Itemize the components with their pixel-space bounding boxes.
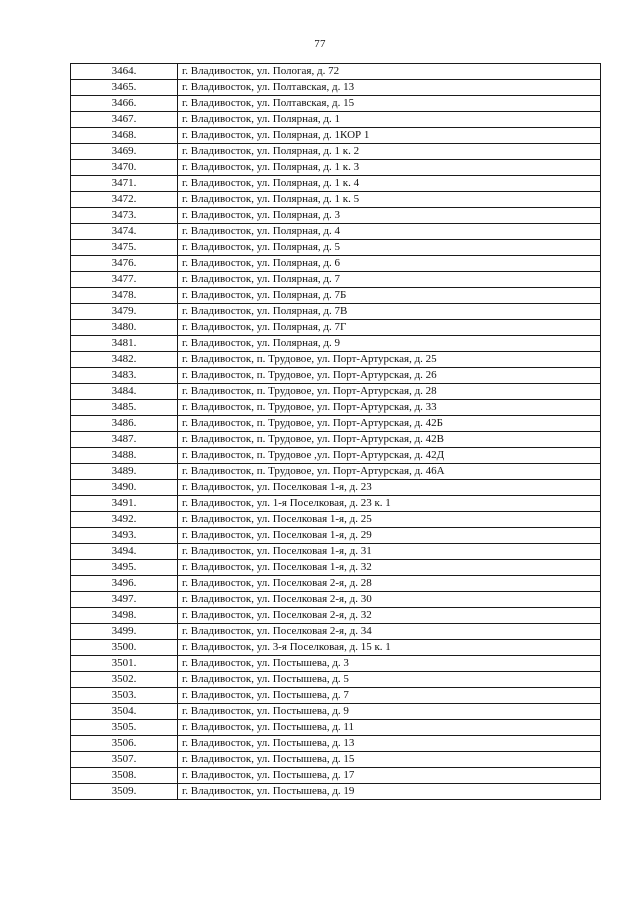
row-number: 3480. [71, 320, 178, 336]
table-row [71, 96, 601, 112]
row-address: г. Владивосток, ул. 3-я Поселковая, д. 15 к. 1 [178, 640, 601, 656]
row-number: 3494. [71, 544, 178, 560]
row-address: г. Владивосток, ул. Постышева, д. 7 [178, 688, 601, 704]
row-number: 3498. [71, 608, 178, 624]
row-number: 3467. [71, 112, 178, 128]
row-address: г. Владивосток, ул. Постышева, д. 11 [178, 720, 601, 736]
row-address: г. Владивосток, ул. Постышева, д. 13 [178, 736, 601, 752]
row-number: 3491. [71, 496, 178, 512]
table-row [71, 80, 601, 96]
table-row [71, 256, 601, 272]
table-row [71, 320, 601, 336]
row-number: 3485. [71, 400, 178, 416]
table-row [71, 496, 601, 512]
table-row [71, 528, 601, 544]
table-row [71, 480, 601, 496]
table-row [71, 176, 601, 192]
row-address: г. Владивосток, ул. Полтавская, д. 15 [178, 96, 601, 112]
table-row [71, 208, 601, 224]
table-row [71, 736, 601, 752]
row-number: 3493. [71, 528, 178, 544]
table-row [71, 464, 601, 480]
row-number: 3475. [71, 240, 178, 256]
row-number: 3474. [71, 224, 178, 240]
row-address: г. Владивосток, ул. Пологая, д. 72 [178, 64, 601, 80]
row-address: г. Владивосток, ул. Полярная, д. 1 к. 2 [178, 144, 601, 160]
table-row [71, 416, 601, 432]
row-number: 3471. [71, 176, 178, 192]
row-number: 3473. [71, 208, 178, 224]
table-row [71, 656, 601, 672]
table-row [71, 432, 601, 448]
row-number: 3468. [71, 128, 178, 144]
table-row [71, 400, 601, 416]
table-row [71, 784, 601, 800]
row-number: 3482. [71, 352, 178, 368]
row-address: г. Владивосток, ул. Постышева, д. 9 [178, 704, 601, 720]
row-number: 3508. [71, 768, 178, 784]
row-address: г. Владивосток, ул. Полярная, д. 5 [178, 240, 601, 256]
row-number: 3484. [71, 384, 178, 400]
row-number: 3506. [71, 736, 178, 752]
row-address: г. Владивосток, ул. Поселковая 1-я, д. 31 [178, 544, 601, 560]
row-number: 3505. [71, 720, 178, 736]
row-address: г. Владивосток, ул. Полярная, д. 3 [178, 208, 601, 224]
table-row [71, 352, 601, 368]
table-row [71, 512, 601, 528]
row-number: 3483. [71, 368, 178, 384]
row-number: 3477. [71, 272, 178, 288]
table-row [71, 544, 601, 560]
row-address: г. Владивосток, п. Трудовое, ул. Порт-Артурская, д. 26 [178, 368, 601, 384]
row-address: г. Владивосток, п. Трудовое, ул. Порт-Артурская, д. 28 [178, 384, 601, 400]
row-address: г. Владивосток, ул. Поселковая 2-я, д. 34 [178, 624, 601, 640]
table-row [71, 640, 601, 656]
row-address: г. Владивосток, ул. Поселковая 1-я, д. 23 [178, 480, 601, 496]
row-address: г. Владивосток, ул. Полярная, д. 1 [178, 112, 601, 128]
row-number: 3478. [71, 288, 178, 304]
row-number: 3486. [71, 416, 178, 432]
row-address: г. Владивосток, ул. Полтавская, д. 13 [178, 80, 601, 96]
row-address: г. Владивосток, ул. Полярная, д. 7 [178, 272, 601, 288]
row-number: 3509. [71, 784, 178, 800]
table-row [71, 704, 601, 720]
row-number: 3464. [71, 64, 178, 80]
table-row [71, 768, 601, 784]
table-row [71, 608, 601, 624]
row-number: 3503. [71, 688, 178, 704]
table-row [71, 720, 601, 736]
row-number: 3497. [71, 592, 178, 608]
row-address: г. Владивосток, ул. Полярная, д. 1КОР 1 [178, 128, 601, 144]
table-row [71, 288, 601, 304]
row-number: 3470. [71, 160, 178, 176]
row-address: г. Владивосток, ул. Полярная, д. 7В [178, 304, 601, 320]
row-number: 3479. [71, 304, 178, 320]
table-row [71, 112, 601, 128]
row-address: г. Владивосток, п. Трудовое, ул. Порт-Артурская, д. 42В [178, 432, 601, 448]
row-address: г. Владивосток, ул. Поселковая 2-я, д. 32 [178, 608, 601, 624]
row-address: г. Владивосток, ул. Поселковая 1-я, д. 32 [178, 560, 601, 576]
row-number: 3492. [71, 512, 178, 528]
address-table [70, 63, 601, 800]
row-number: 3465. [71, 80, 178, 96]
row-address: г. Владивосток, ул. 1-я Поселковая, д. 23 к. 1 [178, 496, 601, 512]
row-address: г. Владивосток, ул. Полярная, д. 6 [178, 256, 601, 272]
table-row [71, 672, 601, 688]
row-address: г. Владивосток, ул. Полярная, д. 1 к. 5 [178, 192, 601, 208]
table-row [71, 592, 601, 608]
row-number: 3469. [71, 144, 178, 160]
row-address: г. Владивосток, ул. Постышева, д. 19 [178, 784, 601, 800]
row-address: г. Владивосток, ул. Поселковая 1-я, д. 29 [178, 528, 601, 544]
row-number: 3476. [71, 256, 178, 272]
table-row [71, 144, 601, 160]
row-number: 3507. [71, 752, 178, 768]
table-row [71, 224, 601, 240]
table-row [71, 304, 601, 320]
table-row [71, 560, 601, 576]
address-table-body [71, 64, 601, 800]
row-number: 3501. [71, 656, 178, 672]
row-number: 3495. [71, 560, 178, 576]
row-number: 3504. [71, 704, 178, 720]
table-row [71, 64, 601, 80]
table-row [71, 336, 601, 352]
row-number: 3490. [71, 480, 178, 496]
row-address: г. Владивосток, ул. Поселковая 2-я, д. 28 [178, 576, 601, 592]
row-number: 3466. [71, 96, 178, 112]
table-row [71, 368, 601, 384]
row-address: г. Владивосток, ул. Полярная, д. 4 [178, 224, 601, 240]
row-number: 3489. [71, 464, 178, 480]
row-address: г. Владивосток, ул. Постышева, д. 3 [178, 656, 601, 672]
row-address: г. Владивосток, п. Трудовое, ул. Порт-Артурская, д. 42Б [178, 416, 601, 432]
row-address: г. Владивосток, ул. Полярная, д. 9 [178, 336, 601, 352]
table-row [71, 160, 601, 176]
row-number: 3502. [71, 672, 178, 688]
row-address: г. Владивосток, ул. Поселковая 1-я, д. 25 [178, 512, 601, 528]
row-number: 3472. [71, 192, 178, 208]
table-row [71, 272, 601, 288]
table-row [71, 128, 601, 144]
table-row [71, 384, 601, 400]
row-address: г. Владивосток, п. Трудовое, ул. Порт-Артурская, д. 46А [178, 464, 601, 480]
table-row [71, 624, 601, 640]
table-row [71, 448, 601, 464]
row-address: г. Владивосток, п. Трудовое, ул. Порт-Артурская, д. 25 [178, 352, 601, 368]
table-row [71, 688, 601, 704]
row-address: г. Владивосток, п. Трудовое ,ул. Порт-Артурская, д. 42Д [178, 448, 601, 464]
table-row [71, 752, 601, 768]
row-address: г. Владивосток, ул. Полярная, д. 7Б [178, 288, 601, 304]
row-number: 3496. [71, 576, 178, 592]
row-address: г. Владивосток, ул. Постышева, д. 17 [178, 768, 601, 784]
page-number: 77 [314, 38, 326, 50]
row-number: 3488. [71, 448, 178, 464]
row-address: г. Владивосток, п. Трудовое, ул. Порт-Артурская, д. 33 [178, 400, 601, 416]
row-number: 3481. [71, 336, 178, 352]
row-number: 3499. [71, 624, 178, 640]
table-row [71, 240, 601, 256]
table-row [71, 576, 601, 592]
row-address: г. Владивосток, ул. Полярная, д. 7Г [178, 320, 601, 336]
row-address: г. Владивосток, ул. Постышева, д. 15 [178, 752, 601, 768]
table-row [71, 192, 601, 208]
row-address: г. Владивосток, ул. Поселковая 2-я, д. 30 [178, 592, 601, 608]
row-address: г. Владивосток, ул. Полярная, д. 1 к. 3 [178, 160, 601, 176]
row-address: г. Владивосток, ул. Полярная, д. 1 к. 4 [178, 176, 601, 192]
row-number: 3487. [71, 432, 178, 448]
row-address: г. Владивосток, ул. Постышева, д. 5 [178, 672, 601, 688]
row-number: 3500. [71, 640, 178, 656]
